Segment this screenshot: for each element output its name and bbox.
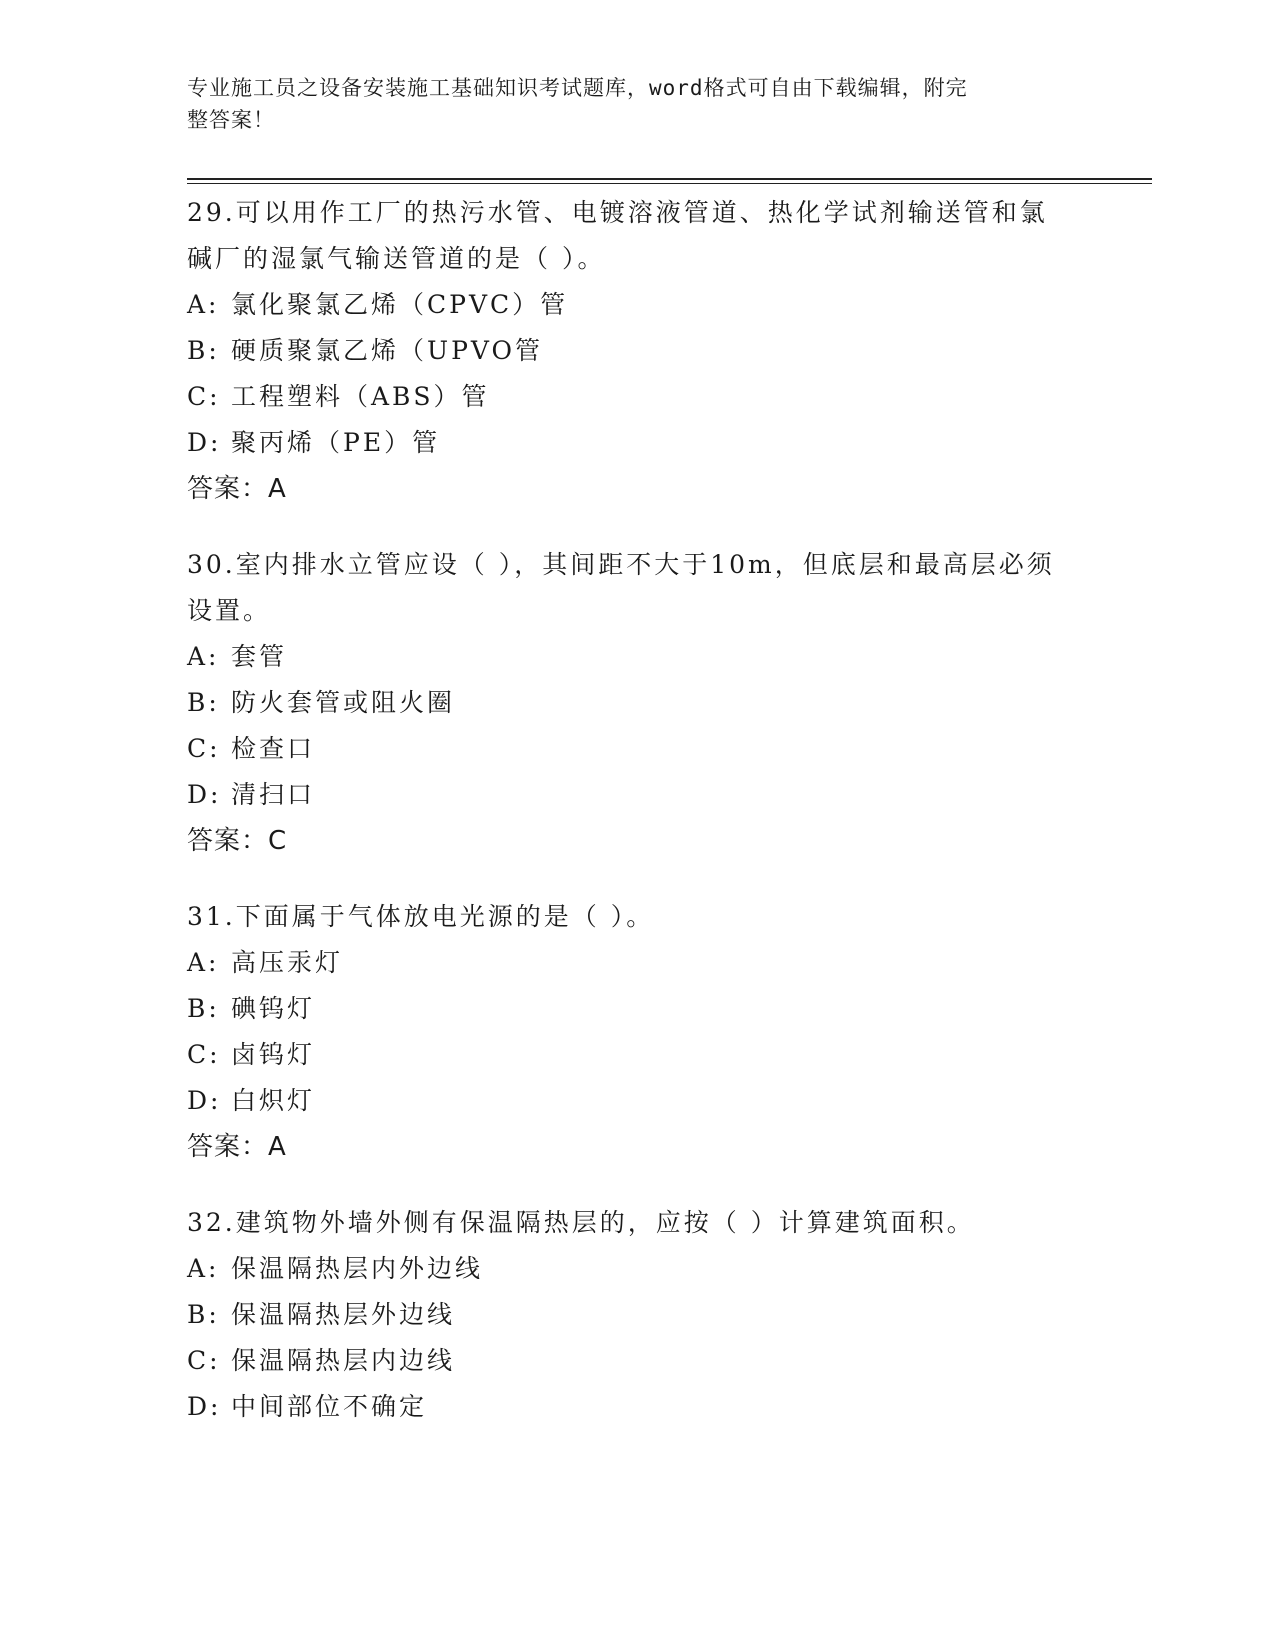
question-text-continued: 设置。: [187, 596, 272, 625]
option-letter: A:: [187, 290, 220, 319]
question-31: [187, 894, 1087, 1170]
option-a: [187, 940, 1087, 986]
option-text: 高压汞灯: [231, 948, 344, 977]
option-letter: D:: [187, 1086, 222, 1115]
option-text: 中间部位不确定: [231, 1392, 428, 1421]
option-text: 氯化聚氯乙烯（CPVC）管: [231, 290, 569, 319]
option-letter: A:: [187, 642, 220, 671]
question-text: 30.室内排水立管应设（ ），其间距不大于10m，但底层和最高层必须: [187, 550, 1055, 579]
option-text: 工程塑料（ABS）管: [231, 382, 490, 411]
answer-line: 答案：C: [187, 826, 288, 856]
option-b: [187, 1292, 1087, 1338]
option-letter: C:: [187, 734, 221, 763]
option-text: 聚丙烯（PE）管: [231, 428, 441, 457]
answer-line: 答案：A: [187, 1132, 287, 1162]
option-d: [187, 1078, 1087, 1124]
answer-line: 答案：A: [187, 474, 287, 504]
header-divider-thick: [187, 178, 1152, 180]
option-c: [187, 1032, 1087, 1078]
option-text: 清扫口: [231, 780, 316, 809]
option-c: [187, 726, 1087, 772]
option-letter: C:: [187, 382, 221, 411]
option-text: 卤钨灯: [231, 1040, 316, 1069]
option-letter: B:: [187, 336, 220, 365]
option-letter: A:: [187, 1254, 220, 1283]
option-letter: A:: [187, 948, 220, 977]
option-letter: C:: [187, 1040, 221, 1069]
option-b: [187, 680, 1087, 726]
option-text: 保温隔热层内边线: [231, 1346, 456, 1375]
option-text: 套管: [231, 642, 288, 671]
option-letter: B:: [187, 1300, 220, 1329]
option-letter: C:: [187, 1346, 221, 1375]
option-text: 保温隔热层内外边线: [231, 1254, 484, 1283]
option-b: [187, 328, 1087, 374]
option-text: 碘钨灯: [231, 994, 316, 1023]
header-divider-thin: [187, 183, 1152, 184]
document-header: [187, 72, 1067, 136]
option-text: 保温隔热层外边线: [231, 1300, 456, 1329]
option-a: [187, 1246, 1087, 1292]
option-text: 白炽灯: [231, 1086, 316, 1115]
option-letter: B:: [187, 994, 220, 1023]
option-d: [187, 1384, 1087, 1430]
question-30: [187, 542, 1087, 864]
question-text-continued: 碱厂的湿氯气输送管道的是（ ）。: [187, 244, 606, 273]
header-line-2: 整答案！: [187, 108, 275, 132]
option-letter: D:: [187, 780, 222, 809]
option-c: [187, 374, 1087, 420]
option-letter: B:: [187, 688, 220, 717]
option-a: [187, 282, 1087, 328]
option-letter: D:: [187, 428, 222, 457]
question-list: [187, 190, 1087, 1460]
option-c: [187, 1338, 1087, 1384]
option-a: [187, 634, 1087, 680]
option-text: 硬质聚氯乙烯（UPVO管: [231, 336, 544, 365]
option-d: [187, 772, 1087, 818]
question-29: [187, 190, 1087, 512]
option-b: [187, 986, 1087, 1032]
question-text: 29.可以用作工厂的热污水管、电镀溶液管道、热化学试剂输送管和氯: [187, 198, 1048, 227]
header-line-1: 专业施工员之设备安装施工基础知识考试题库，word格式可自由下载编辑，附完: [187, 76, 968, 100]
option-text: 检查口: [231, 734, 316, 763]
question-text: 32.建筑物外墙外侧有保温隔热层的，应按（ ）计算建筑面积。: [187, 1208, 975, 1237]
option-d: [187, 420, 1087, 466]
option-text: 防火套管或阻火圈: [231, 688, 456, 717]
question-32: [187, 1200, 1087, 1430]
option-letter: D:: [187, 1392, 222, 1421]
question-text: 31.下面属于气体放电光源的是（ ）。: [187, 902, 655, 931]
